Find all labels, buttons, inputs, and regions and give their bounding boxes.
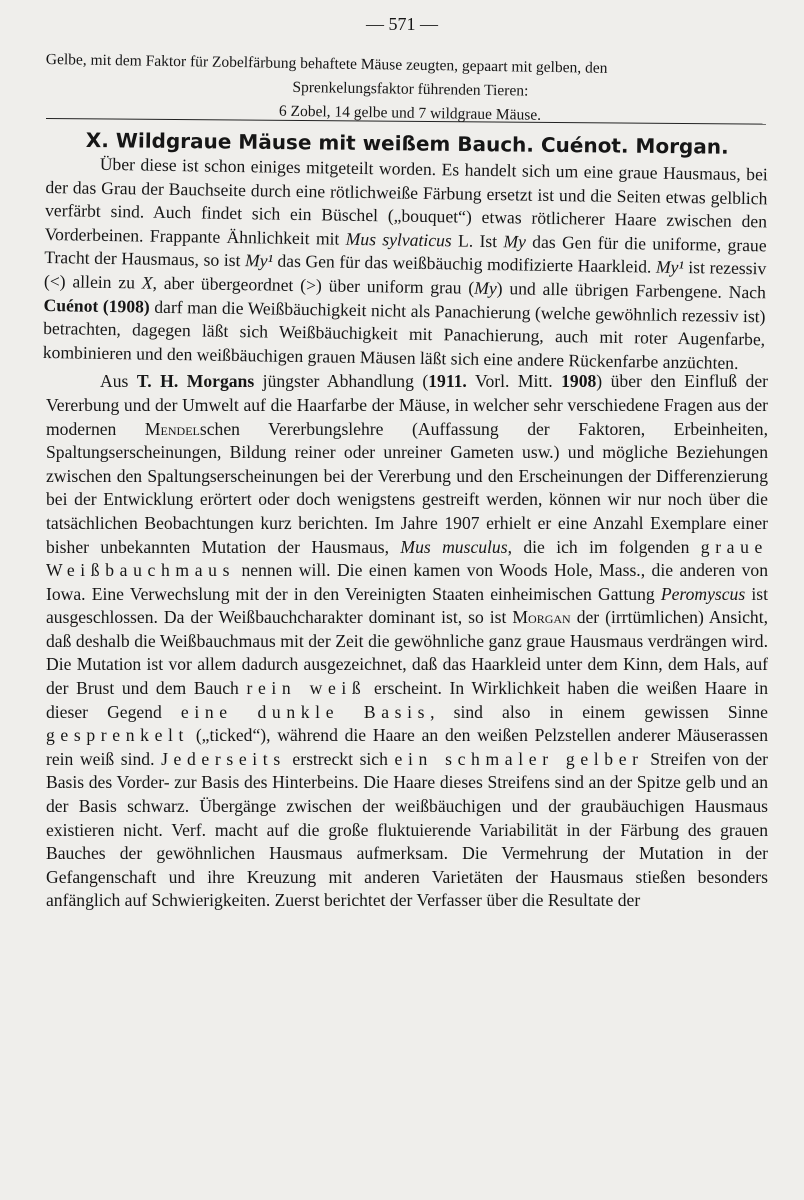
author-smallcaps: Morgan xyxy=(512,607,571,628)
text-run: das Gen für das weißbäuchig modifizierte Haarkleid. xyxy=(272,250,657,277)
gene-symbol: My xyxy=(503,230,527,252)
spaced-emphasis: graue Weißbauchmaus xyxy=(46,536,768,581)
paragraph-2-block xyxy=(46,370,768,913)
species-name: Mus sylvaticus xyxy=(345,228,452,251)
text-run: nennen will. Die einen kamen von Woods Hole, Mass., die anderen von Iowa. Eine Verwechslung mit der in den Vereinigten Staaten einheimischen Gattung xyxy=(46,560,768,604)
paragraph-1 xyxy=(43,152,768,376)
text-run: Über diese ist schon einiges mitgeteilt worden. Es handelt sich um eine graue Hausmaus, bei der das Grau der Bauchseite durch eine rötlichweiße Färbung ersetzt ist und die Seiten etwas gelblich verfärbt sind. Auch findet sich ein Büschel („bouquet“) etwas rötlicherer Haare zwischen den Vorderbeinen. Frappante Ähnlichkeit mit xyxy=(44,153,768,249)
gene-symbol: My xyxy=(474,277,497,299)
text-run: ist ausgeschlossen. Da der Weißbauchcharakter dominant ist, so ist xyxy=(46,583,768,628)
text-run: erscheint. In Wirklichkeit haben die weißen Haare in dieser Gegend xyxy=(46,678,768,722)
gene-symbol: My¹ xyxy=(655,256,684,278)
citation-year: 1908 xyxy=(561,371,597,392)
species-name: Mus musculus xyxy=(400,536,508,557)
text-run: der (irrtümlichen) Ansicht, daß deshalb die Weißbauchmaus mit der Zeit die gewöhnliche ganz graue Hausmaus verdrängen wird. Die Mutation ist vor allem dadurch ausgezeichnet, daß das Haarkleid unter dem Kinn, dem Hals, auf der Brust und dem Bauch xyxy=(46,607,768,699)
paragraph-2 xyxy=(46,370,768,913)
text-run: darf man die Weißbäuchigkeit nicht als Panachierung (welche gewöhnlich rezessiv ist) betrachten, dagegen läßt sich Weißbäuchigkeit mit Panachierung, auch mit roter Augenfarbe, kombinieren und den weißbäuchigen grauen Mäusen läßt sich eine andere Rückenfarbe anzüchten. xyxy=(42,296,766,373)
text-run: , die ich im folgenden xyxy=(507,536,701,557)
note-line-3: 6 Zobel, 14 gelbe und 7 wildgraue Mäuse. xyxy=(278,102,542,124)
spaced-emphasis: gesprenkelt xyxy=(46,725,190,746)
paragraph-1-block xyxy=(43,152,768,376)
text-run: , sind also in einem gewissen Sinne xyxy=(430,701,768,722)
text-run: L. Ist xyxy=(451,230,504,251)
note-line-2: Sprenkelungsfaktor führenden Tieren: xyxy=(292,78,529,100)
text-run: ist rezessiv (<) allein zu xyxy=(43,257,767,293)
text-run: , aber übergeordnet (>) über uniform grau ( xyxy=(152,272,475,298)
main-text xyxy=(42,128,769,913)
text-run: Vorl. Mitt. xyxy=(466,371,562,392)
text-run: Aus xyxy=(100,371,137,392)
genus-name: Peromyscus xyxy=(660,583,746,604)
text-run: ) über den Einfluß der Vererbung und der Umwelt auf die Haarfarbe der Mäuse, in welcher sehr verschiedene Fragen aus der modernen xyxy=(46,371,769,439)
gene-symbol: X xyxy=(141,272,153,293)
text-run: („ticked“), während die Haare an den weißen Pelzstellen anderer Mäuserassen rein weiß sind. xyxy=(46,725,768,769)
spaced-emphasis: Jederseits xyxy=(161,748,286,769)
text-run: erstreckt sich xyxy=(285,748,395,769)
citation: Cuénot (1908) xyxy=(43,294,150,317)
text-run: jüngster Abhandlung ( xyxy=(254,371,429,392)
author-name: T. H. Morgans xyxy=(136,371,255,392)
page-number: — 571 — xyxy=(366,14,438,34)
author-smallcaps: Mendel xyxy=(144,418,200,439)
gene-symbol: My¹ xyxy=(244,250,273,271)
spaced-emphasis: ein schmaler gelber xyxy=(394,748,644,769)
citation-year: 1911. xyxy=(428,371,467,392)
note-line-1: Gelbe, mit dem Faktor für Zobelfärbung behaftete Mäuse zeugten, gepaart mit gelben, den xyxy=(45,50,608,77)
text-run: das Gen für die uniforme, graue Tracht der Hausmaus, so ist xyxy=(44,231,767,271)
text-run: ) und alle übrigen Farbengene. Nach xyxy=(496,278,767,303)
spaced-emphasis: eine dunkle Basis xyxy=(180,701,431,722)
section-heading: X. Wildgraue Mäuse mit weißem Bauch. Cuénot. Morgan. xyxy=(85,128,729,159)
spaced-emphasis: rein weiß xyxy=(246,678,367,699)
text-run: Streifen von der Basis des Vorder- zur Basis des Hinterbeins. Die Haare dieses Streifens sind an der Spitze gelb und an der Basis schwarz. Übergänge zwischen der weißbäuchigen und der graubäuchigen Hausmaus existieren nicht. Verf. macht auf die große fluktuierende Variabilität in der Färbung des grauen Bauches der gewöhnlichen Hausmaus aufmerksam. Die Vermehrung der Mutation in der Gefangenschaft und ihre Kreuzung mit anderen Varietäten der Hausmaus stießen besonders anfänglich auf Schwierigkeiten. Zuerst berichtet der Verfasser über die Resultate der xyxy=(46,748,769,911)
text-run: schen Vererbungslehre (Auffassung der Faktoren, Erbeinheiten, Spaltungserscheinungen, Bildung reiner oder unreiner Gameten usw.) und mögliche Beziehungen zwischen den Spaltungserscheinungen bei der Vererbung und den Erscheinungen der Differenzierung bei der Entwicklung erörtert oder doch wenigstens gestreift werden, können wir nur noch über die tatsächlichen Beobachtungen kurz berichten. Im Jahre 1907 erhielt er eine Anzahl Exemplare einer bisher unbekannten Mutation der Hausmaus, xyxy=(46,418,768,557)
